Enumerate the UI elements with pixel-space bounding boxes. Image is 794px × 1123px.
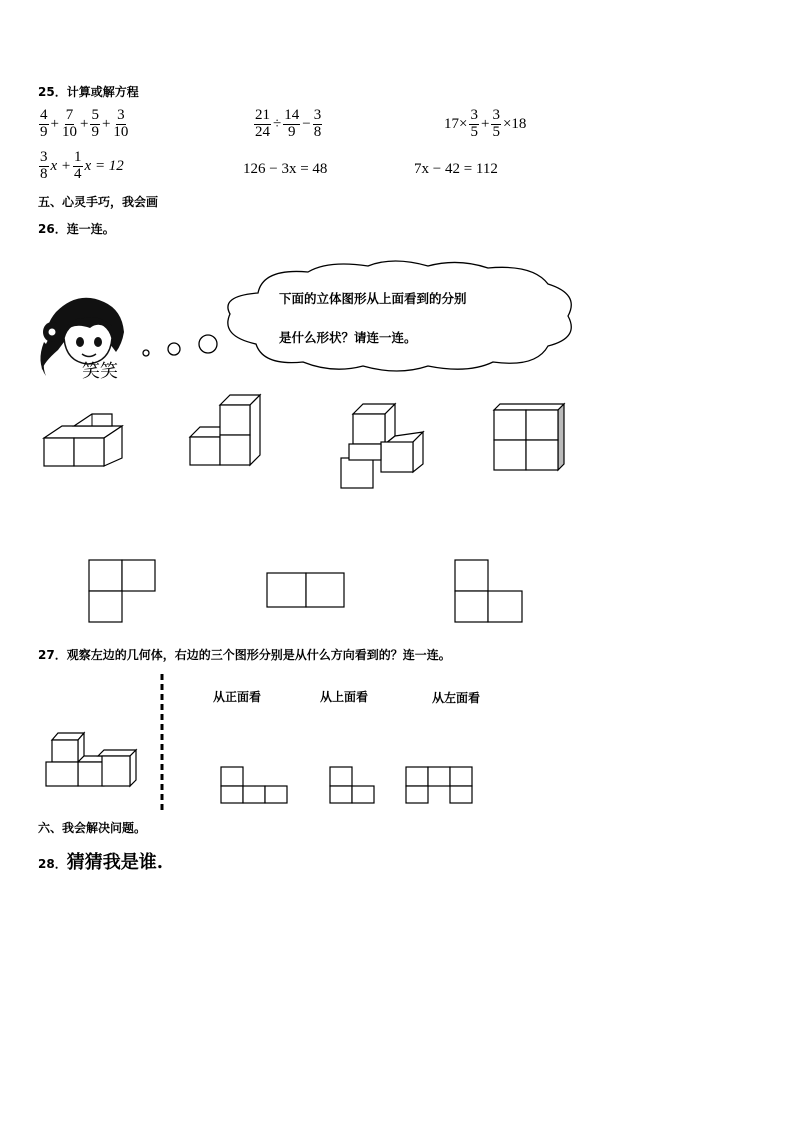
top-view-shape-2 bbox=[264, 570, 348, 610]
q28-number: 28． bbox=[38, 857, 67, 871]
q25-title: 25．计算或解方程 bbox=[38, 85, 139, 99]
view-shape-1 bbox=[218, 764, 290, 806]
q25-equation-3: 7x − 42 = 112 bbox=[414, 161, 498, 177]
label-left-view: 从左面看 bbox=[432, 691, 481, 705]
bubble-line-1: 下面的立体图形从上面看到的分别 bbox=[279, 291, 467, 306]
q25-expression-1: $\frac{4}{9}$ + $\frac{7}{10}$ + $\frac{5}{9}$ + $\frac{3}{10}$ bbox=[40, 107, 129, 140]
dashed-divider bbox=[158, 672, 166, 817]
q27-solid-figure bbox=[42, 730, 142, 790]
view-shape-2 bbox=[327, 764, 377, 806]
q25-equation-2: 126 − 3x = 48 bbox=[243, 161, 328, 177]
speech-cloud bbox=[218, 258, 583, 373]
cube-figure-4 bbox=[490, 402, 570, 474]
thought-dots bbox=[138, 330, 223, 360]
cube-figure-1 bbox=[40, 410, 125, 470]
top-view-shape-3 bbox=[452, 557, 526, 625]
section-5-heading: 五、心灵手巧，我会画 bbox=[38, 195, 159, 209]
cube-figure-3 bbox=[337, 402, 432, 492]
cube-figure-2 bbox=[186, 393, 266, 468]
q25-expression-3: 17× $\frac{3}{5}$ + $\frac{3}{5}$ ×18 bbox=[444, 107, 527, 140]
label-top-view: 从上面看 bbox=[320, 690, 369, 704]
q25-expression-2: $\frac{21}{24}$ ÷ $\frac{14}{9}$ − $\frac{3}{8}$ bbox=[255, 107, 322, 140]
q25-equation-1: $\frac{3}{8}$ x + $\frac{1}{4}$ x = 12 bbox=[40, 149, 124, 182]
top-view-shape-1 bbox=[86, 557, 158, 625]
section-6-heading: 六、我会解决问题。 bbox=[38, 821, 147, 835]
q26-title: 26．连一连。 bbox=[38, 222, 115, 236]
view-shape-3 bbox=[403, 764, 475, 806]
q28-heading bbox=[38, 848, 163, 874]
q27-title: 27．观察左边的几何体，右边的三个图形分别是从什么方向看到的？连一连。 bbox=[38, 648, 451, 662]
q28-title: 猜猜我是谁. bbox=[66, 852, 163, 873]
girl-name-label: 笑笑 bbox=[82, 361, 118, 382]
bubble-line-2: 是什么形状？请连一连。 bbox=[279, 330, 417, 345]
label-front-view: 从正面看 bbox=[213, 690, 262, 704]
